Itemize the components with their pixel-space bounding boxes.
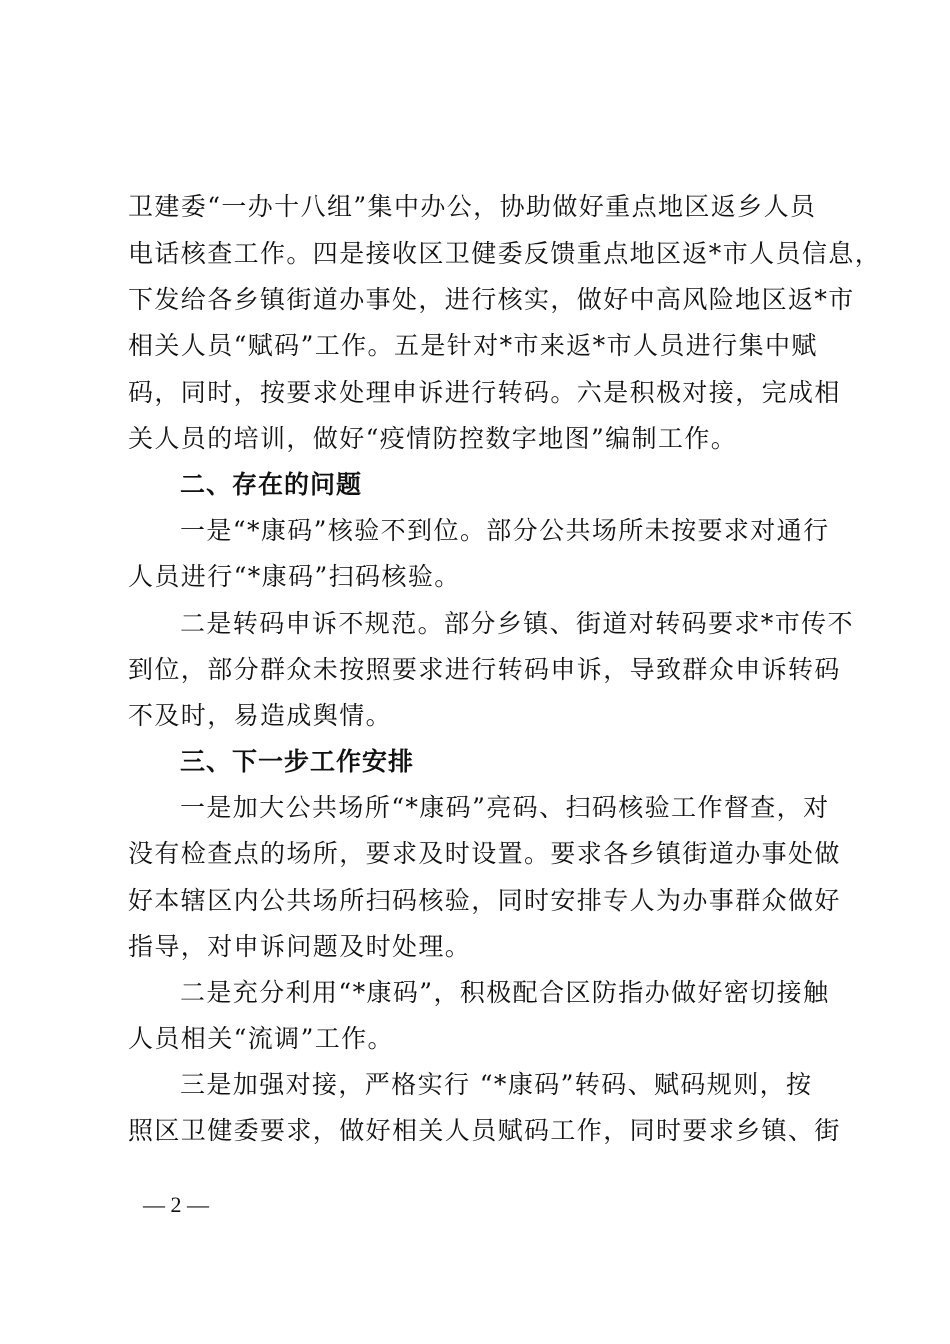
paragraph-line: 不及时，易造成舆情。 [128, 701, 393, 730]
paragraph-line: 电话核查工作。四是接收区卫健委反馈重点地区返*市人员信息， [128, 239, 882, 268]
paragraph-line: 关人员的培训，做好“疫情防控数字地图”编制工作。 [128, 424, 738, 453]
paragraph-line: 一是加大公共场所“*康码”亮码、扫码核验工作督查，对 [180, 793, 830, 822]
section-heading-problems: 二、存在的问题 [180, 470, 363, 499]
paragraph-line: 三是加强对接，严格实行 “*康码”转码、赋码规则，按 [180, 1070, 813, 1099]
paragraph-line: 相关人员“赋码”工作。五是针对*市来返*市人员进行集中赋 [128, 331, 818, 360]
paragraph-line: 二是转码申诉不规范。部分乡镇、街道对转码要求*市传不 [180, 609, 854, 638]
paragraph-line: 好本辖区内公共场所扫码核验，同时安排专人为办事群众做好 [128, 886, 841, 915]
paragraph-line: 照区卫健委要求，做好相关人员赋码工作，同时要求乡镇、街 [128, 1116, 841, 1145]
paragraph-line: 一是“*康码”核验不到位。部分公共场所未按要求对通行 [180, 516, 830, 545]
section-heading-next-steps: 三、下一步工作安排 [180, 747, 415, 776]
paragraph-line: 二是充分利用“*康码”，积极配合区防指办做好密切接触 [180, 978, 830, 1007]
paragraph-line: 到位，部分群众未按照要求进行转码申诉，导致群众申诉转码 [128, 655, 841, 684]
page-number: — 2 — [143, 1192, 209, 1217]
paragraph-line: 指导，对申诉问题及时处理。 [128, 932, 472, 961]
paragraph-line: 人员相关“流调”工作。 [128, 1024, 394, 1053]
paragraph-line: 没有检查点的场所，要求及时设置。要求各乡镇街道办事处做 [128, 839, 841, 868]
paragraph-line: 码，同时，按要求处理申诉进行转码。六是积极对接，完成相 [128, 378, 841, 407]
paragraph-line: 卫建委“一办十八组”集中办公，协助做好重点地区返乡人员 [128, 192, 817, 221]
paragraph-line: 下发给各乡镇街道办事处，进行核实，做好中高风险地区返*市 [128, 285, 855, 314]
paragraph-line: 人员进行“*康码”扫码核验。 [128, 562, 461, 591]
